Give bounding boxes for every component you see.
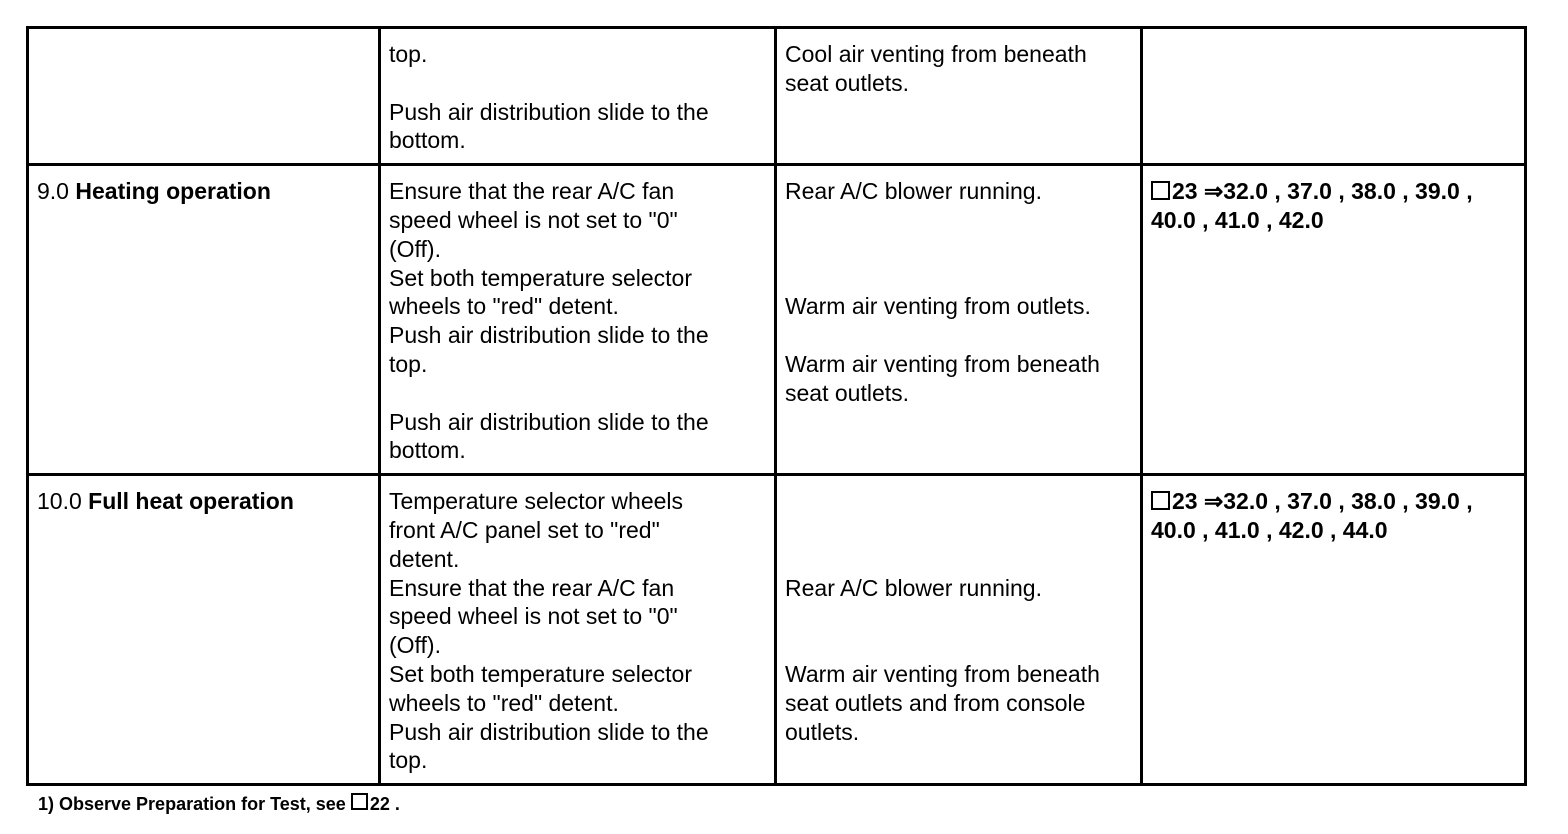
blank-line bbox=[785, 516, 1132, 545]
blank-line bbox=[785, 545, 1132, 574]
action-text: (Off). bbox=[389, 235, 441, 262]
table-body bbox=[28, 28, 1526, 785]
action-text: bottom. bbox=[389, 127, 466, 154]
page-ref-icon bbox=[1151, 491, 1170, 510]
step-number: 10.0 bbox=[37, 488, 82, 515]
step-cell bbox=[28, 165, 380, 475]
blank-line bbox=[785, 264, 1132, 293]
action-text: Push air distribution slide to the bbox=[389, 98, 709, 125]
step-cell bbox=[28, 475, 380, 785]
result-text: Rear A/C blower running. bbox=[785, 574, 1042, 601]
result-text: seat outlets and from console bbox=[785, 689, 1086, 716]
action-cell bbox=[380, 165, 776, 475]
reference-link[interactable]: 23 ⇒32.0 , 37.0 , 38.0 , 39.0 , bbox=[1172, 488, 1473, 515]
action-text: Push air distribution slide to the bbox=[389, 322, 709, 349]
reference-line bbox=[1151, 516, 1516, 545]
page-ref-icon bbox=[351, 793, 368, 810]
blank-line bbox=[389, 379, 766, 408]
table-row bbox=[28, 28, 1526, 165]
action-text: wheels to "red" detent. bbox=[389, 293, 619, 320]
result-text: outlets. bbox=[785, 718, 860, 745]
reference-line bbox=[1151, 487, 1516, 516]
action-cell bbox=[380, 475, 776, 785]
reference-cell bbox=[1142, 165, 1526, 475]
table-row bbox=[28, 165, 1526, 475]
footnote-text: 1) Observe Preparation for Test, see bbox=[38, 794, 346, 814]
reference-cell bbox=[1142, 475, 1526, 785]
action-text: Ensure that the rear A/C fan bbox=[389, 178, 675, 205]
table-row bbox=[28, 475, 1526, 785]
action-text: wheels to "red" detent. bbox=[389, 689, 619, 716]
step-cell bbox=[28, 28, 380, 165]
reference-line bbox=[1151, 177, 1516, 206]
result-cell bbox=[776, 28, 1142, 165]
footnote bbox=[38, 791, 400, 817]
reference-link[interactable]: 40.0 , 41.0 , 42.0 , 44.0 bbox=[1151, 516, 1388, 543]
action-text: detent. bbox=[389, 545, 460, 572]
action-text: top. bbox=[389, 350, 428, 377]
result-text: Warm air venting from beneath bbox=[785, 660, 1100, 687]
action-text: speed wheel is not set to "0" bbox=[389, 603, 678, 630]
action-text: front A/C panel set to "red" bbox=[389, 516, 660, 543]
reference-line bbox=[1151, 206, 1516, 235]
action-text: Set both temperature selector bbox=[389, 264, 692, 291]
action-text: Temperature selector wheels bbox=[389, 488, 684, 515]
result-text: seat outlets. bbox=[785, 379, 910, 406]
action-text: Set both temperature selector bbox=[389, 660, 692, 687]
page-ref-icon bbox=[1151, 181, 1170, 200]
step-title: Heating operation bbox=[75, 178, 271, 205]
reference-cell bbox=[1142, 28, 1526, 165]
result-cell bbox=[776, 165, 1142, 475]
blank-line bbox=[785, 602, 1132, 631]
reference-link[interactable]: 23 ⇒32.0 , 37.0 , 38.0 , 39.0 , bbox=[1172, 178, 1473, 205]
action-cell bbox=[380, 28, 776, 165]
action-text: Push air distribution slide to the bbox=[389, 718, 709, 745]
blank-line bbox=[785, 206, 1132, 235]
action-text: top. bbox=[389, 747, 428, 774]
step-number: 9.0 bbox=[37, 178, 69, 205]
result-cell bbox=[776, 475, 1142, 785]
result-text: Rear A/C blower running. bbox=[785, 178, 1042, 205]
blank-line bbox=[785, 631, 1132, 660]
action-text: speed wheel is not set to "0" bbox=[389, 206, 678, 233]
result-text: Warm air venting from beneath bbox=[785, 350, 1100, 377]
result-text: seat outlets. bbox=[785, 69, 910, 96]
action-text: Push air distribution slide to the bbox=[389, 408, 709, 435]
result-text: Warm air venting from outlets. bbox=[785, 293, 1091, 320]
action-text: Ensure that the rear A/C fan bbox=[389, 574, 675, 601]
result-text: Cool air venting from beneath bbox=[785, 41, 1087, 67]
procedure-table bbox=[26, 26, 1527, 786]
blank-line bbox=[785, 321, 1132, 350]
blank-line bbox=[389, 69, 766, 98]
footnote-ref: 22 . bbox=[369, 794, 400, 814]
action-text: (Off). bbox=[389, 632, 441, 659]
action-text: bottom. bbox=[389, 437, 466, 464]
reference-link[interactable]: 40.0 , 41.0 , 42.0 bbox=[1151, 206, 1324, 233]
step-title: Full heat operation bbox=[88, 488, 294, 515]
blank-line bbox=[785, 487, 1132, 516]
blank-line bbox=[785, 235, 1132, 264]
action-text: top. bbox=[389, 41, 428, 67]
